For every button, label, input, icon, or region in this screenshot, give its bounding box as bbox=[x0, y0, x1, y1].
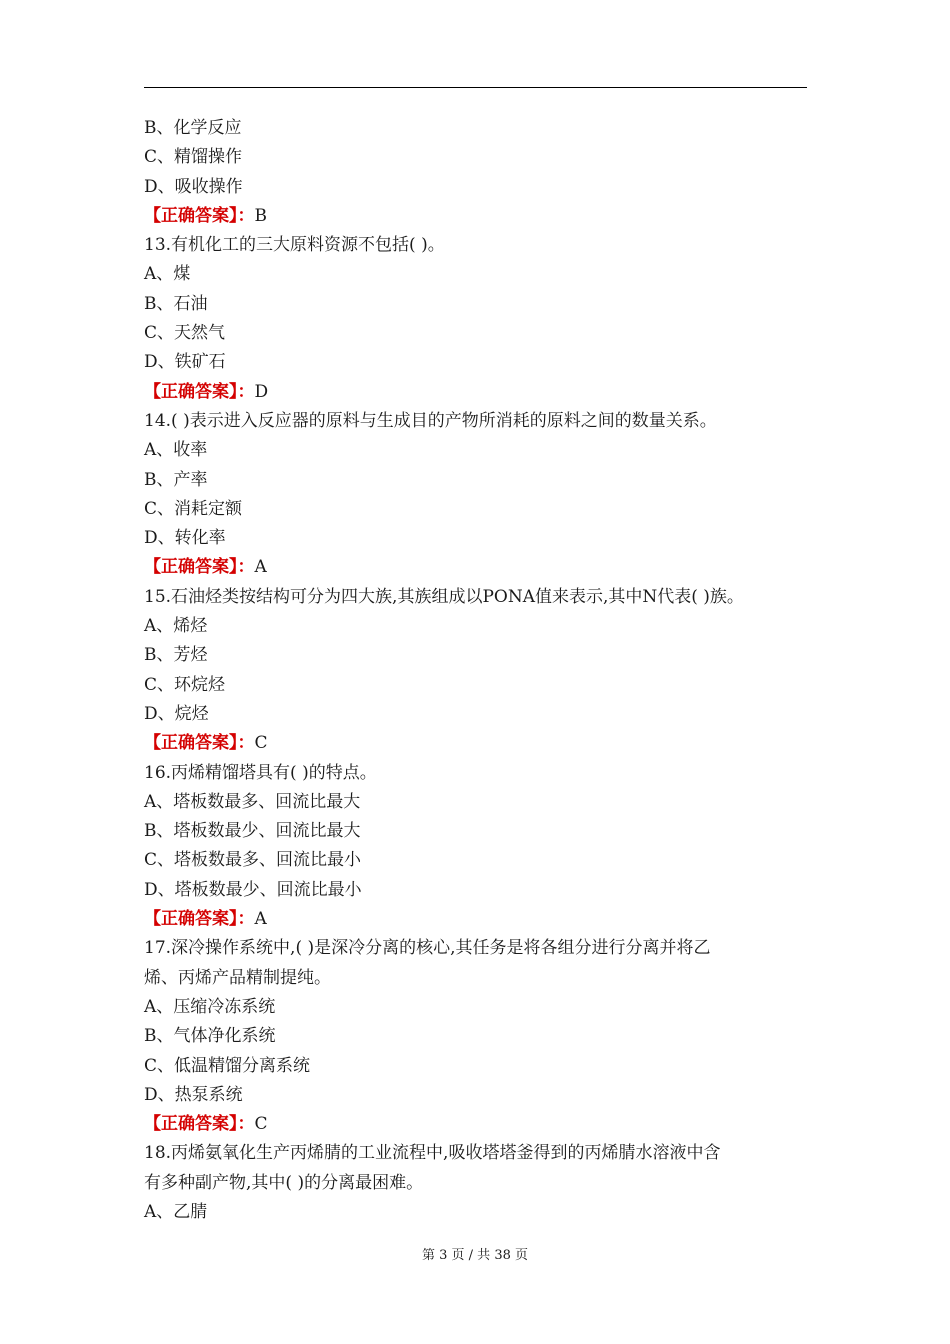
answer-value: C bbox=[254, 733, 268, 754]
option-text: C、低温精馏分离系统 bbox=[144, 1055, 311, 1076]
option-text: D、热泵系统 bbox=[144, 1084, 243, 1105]
option-text: C、塔板数最多、回流比最小 bbox=[144, 850, 362, 871]
question-text: 18.丙烯氨氧化生产丙烯腈的工业流程中,吸收塔塔釜得到的丙烯腈水溶液中含 bbox=[144, 1143, 721, 1164]
option-text: A、烯烃 bbox=[144, 616, 208, 637]
option-text: B、气体净化系统 bbox=[144, 1026, 276, 1047]
answer-line bbox=[144, 729, 808, 758]
option-text: C、消耗定额 bbox=[144, 498, 243, 519]
answer-colon: ： bbox=[237, 1114, 255, 1135]
answer-line bbox=[144, 378, 808, 407]
header-rule bbox=[144, 87, 807, 88]
option-text: D、铁矿石 bbox=[144, 352, 226, 373]
option-text: B、石油 bbox=[144, 293, 208, 314]
answer-label: 【正确答案】 bbox=[144, 1114, 238, 1135]
answer-colon: ： bbox=[237, 381, 255, 402]
question-text: 16.丙烯精馏塔具有( )的特点。 bbox=[144, 762, 377, 783]
question-text: 14.( )表示进入反应器的原料与生成目的产物所消耗的原料之间的数量关系。 bbox=[144, 410, 717, 431]
answer-line bbox=[144, 1110, 808, 1139]
option-text: A、压缩冷冻系统 bbox=[144, 996, 276, 1017]
option-text: A、乙腈 bbox=[144, 1201, 208, 1222]
option-text: A、收率 bbox=[144, 440, 208, 461]
question-text: 17.深冷操作系统中,( )是深冷分离的核心,其任务是将各组分进行分离并将乙 bbox=[144, 938, 711, 959]
document-body bbox=[144, 114, 808, 1227]
option-text: D、塔板数最少、回流比最小 bbox=[144, 879, 362, 900]
answer-colon: ： bbox=[237, 733, 255, 754]
page-footer: 第 3 页 / 共 38 页 bbox=[422, 1248, 528, 1263]
answer-value: B bbox=[254, 205, 267, 226]
answer-label: 【正确答案】 bbox=[144, 205, 238, 226]
option-text: C、环烷烃 bbox=[144, 674, 226, 695]
option-text: D、转化率 bbox=[144, 528, 226, 549]
question-text: 13.有机化工的三大原料资源不包括( )。 bbox=[144, 235, 445, 256]
answer-label: 【正确答案】 bbox=[144, 381, 238, 402]
option-text: A、塔板数最多、回流比最大 bbox=[144, 791, 361, 812]
answer-label: 【正确答案】 bbox=[144, 557, 238, 578]
answer-colon: ： bbox=[237, 909, 255, 930]
answer-line bbox=[144, 202, 808, 231]
option-text: C、精馏操作 bbox=[144, 147, 243, 168]
answer-value: A bbox=[254, 557, 267, 578]
option-text: B、化学反应 bbox=[144, 118, 242, 138]
option-text: D、吸收操作 bbox=[144, 176, 243, 197]
answer-colon: ： bbox=[237, 557, 255, 578]
answer-value: C bbox=[254, 1114, 268, 1135]
answer-colon: ： bbox=[237, 205, 255, 226]
answer-line bbox=[144, 553, 808, 582]
answer-label: 【正确答案】 bbox=[144, 733, 238, 754]
option-text: B、塔板数最少、回流比最大 bbox=[144, 821, 361, 842]
question-text: 烯、丙烯产品精制提纯。 bbox=[144, 967, 331, 988]
option-text: B、芳烃 bbox=[144, 645, 208, 666]
option-text: A、煤 bbox=[144, 264, 191, 285]
option-text: D、烷烃 bbox=[144, 703, 209, 724]
option-text: B、产率 bbox=[144, 469, 208, 490]
question-text: 有多种副产物,其中( )的分离最困难。 bbox=[144, 1172, 424, 1193]
answer-value: D bbox=[254, 381, 269, 402]
answer-label: 【正确答案】 bbox=[144, 909, 238, 930]
answer-line bbox=[144, 905, 808, 934]
question-text: 15.石油烃类按结构可分为四大族,其族组成以PONA值来表示,其中N代表( )族。 bbox=[144, 586, 744, 607]
answer-value: A bbox=[254, 909, 267, 930]
option-text: C、天然气 bbox=[144, 323, 226, 344]
